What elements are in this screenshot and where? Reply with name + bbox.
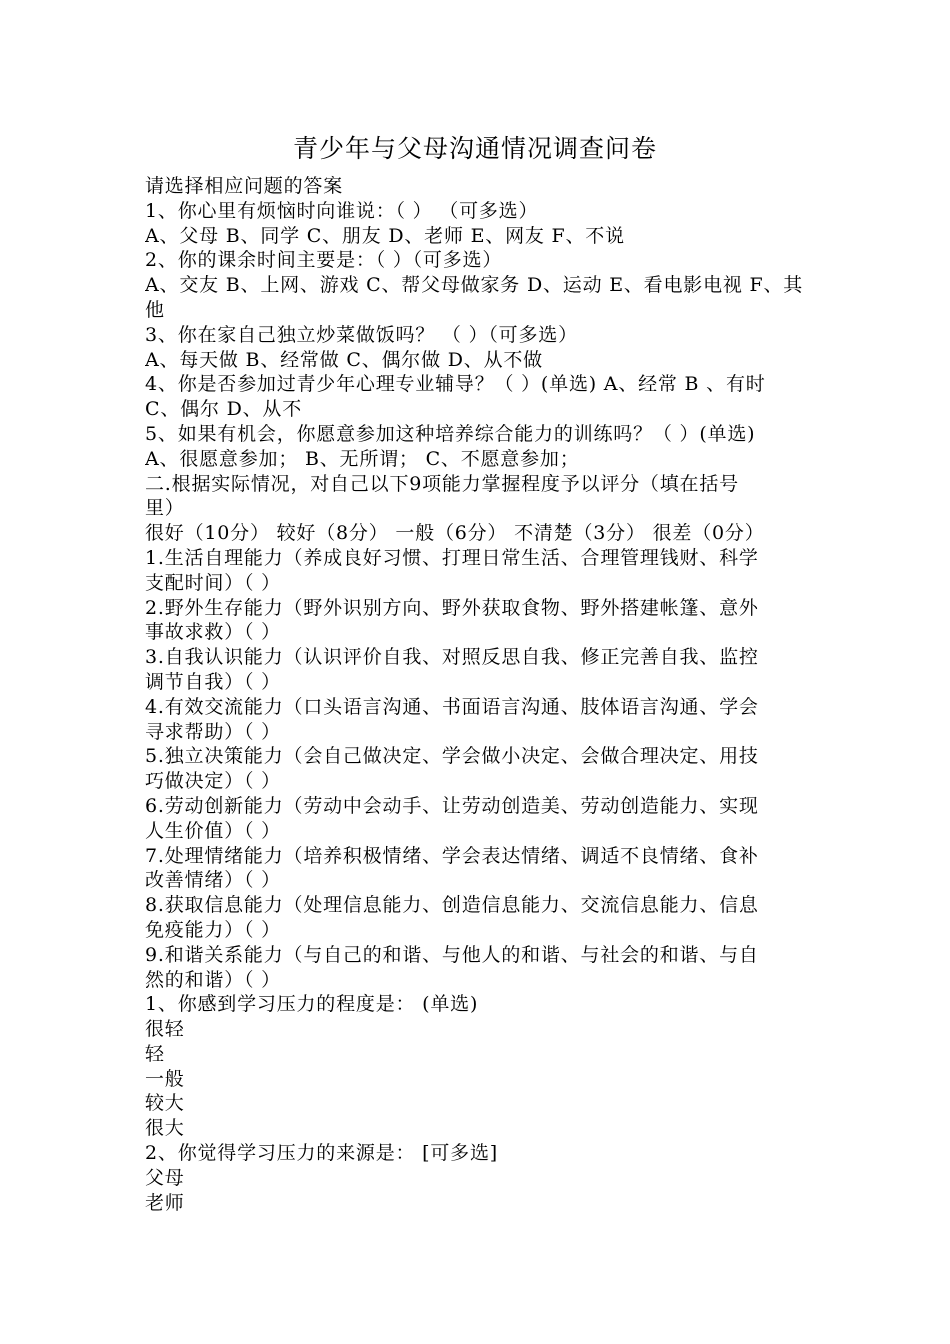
text-line: A、很愿意参加； B、无所谓； C、不愿意参加；: [145, 447, 580, 470]
text-line: 一般: [145, 1067, 185, 1090]
text-line: 父母: [145, 1166, 185, 1189]
document-title: 青少年与父母沟通情况调查问卷: [292, 134, 657, 163]
text-line: 较大: [145, 1092, 185, 1115]
text-line: 轻: [145, 1042, 165, 1065]
text-line: 请选择相应问题的答案: [145, 175, 344, 197]
text-line: 3、你在家自己独立炒菜做饭吗？ （ ）（可多选）: [145, 323, 578, 346]
text-line: 4.有效交流能力（口头语言沟通、书面语言沟通、肢体语言沟通、学会: [145, 695, 759, 718]
text-line: 寻求帮助）（ ）: [145, 720, 281, 743]
text-line: 然的和谐）（ ）: [145, 968, 281, 991]
text-line: 1、你感到学习压力的程度是： (单选): [145, 993, 479, 1016]
text-line: 改善情绪）（ ）: [145, 869, 281, 892]
text-line: 1.生活自理能力（养成良好习惯、打理日常生活、合理管理钱财、科学: [145, 546, 759, 569]
text-line: 很大: [145, 1117, 185, 1140]
text-line: 老师: [145, 1191, 185, 1214]
text-line: 事故求救）（ ）: [145, 621, 281, 644]
text-line: 2.野外生存能力（野外识别方向、野外获取食物、野外搭建帐篷、意外: [145, 596, 759, 619]
text-line: A、每天做 B、经常做 C、偶尔做 D、从不做: [145, 348, 543, 371]
text-line: 5.独立决策能力（会自己做决定、学会做小决定、会做合理决定、用技: [145, 745, 759, 768]
text-line: 里）: [145, 497, 185, 520]
text-line: A、交友 B、上网、游戏 C、帮父母做家务 D、运动 E、看电影电视 F、其: [145, 274, 804, 297]
text-line: 支配时间）（ ）: [145, 571, 281, 594]
text-line: 7.处理情绪能力（培养积极情绪、学会表达情绪、调适不良情绪、食补: [145, 844, 759, 867]
text-line: 6.劳动创新能力（劳动中会动手、让劳动创造美、劳动创造能力、实现: [145, 794, 759, 817]
text-line: 2、你的课余时间主要是：（ ）（可多选）: [145, 249, 503, 272]
text-line: 很好（10分） 较好（8分） 一般（6分） 不清楚（3分） 很差（0分）: [145, 522, 765, 545]
text-line: 二.根据实际情况，对自己以下9项能力掌握程度予以评分（填在括号: [145, 472, 739, 495]
text-line: A、父母 B、同学 C、朋友 D、老师 E、网友 F、不说: [145, 224, 625, 247]
document-body: [145, 174, 807, 1215]
text-line: 2、你觉得学习压力的来源是： [可多选]: [145, 1142, 498, 1165]
text-line: C、偶尔 D、从不: [145, 398, 303, 421]
text-line: 1、你心里有烦恼时向谁说：（ ） （可多选）: [145, 199, 539, 222]
text-line: 人生价值）（ ）: [145, 819, 281, 842]
text-line: 3.自我认识能力（认识评价自我、对照反思自我、修正完善自我、监控: [145, 646, 759, 669]
text-line: 很轻: [145, 1018, 185, 1041]
text-line: 调节自我）（ ）: [145, 670, 281, 693]
text-line: 免疫能力）（ ）: [145, 918, 281, 941]
text-line: 8.获取信息能力（处理信息能力、创造信息能力、交流信息能力、信息: [145, 894, 759, 917]
text-line: 4、你是否参加过青少年心理专业辅导？（ ）(单选) A、经常 B 、有时: [145, 373, 766, 396]
text-line: 巧做决定）（ ）: [145, 770, 281, 793]
text-line: 9.和谐关系能力（与自己的和谐、与他人的和谐、与社会的和谐、与自: [145, 943, 759, 966]
text-line: 5、如果有机会，你愿意参加这种培养综合能力的训练吗？（ ）(单选): [145, 422, 756, 445]
text-line: 他: [145, 298, 165, 321]
